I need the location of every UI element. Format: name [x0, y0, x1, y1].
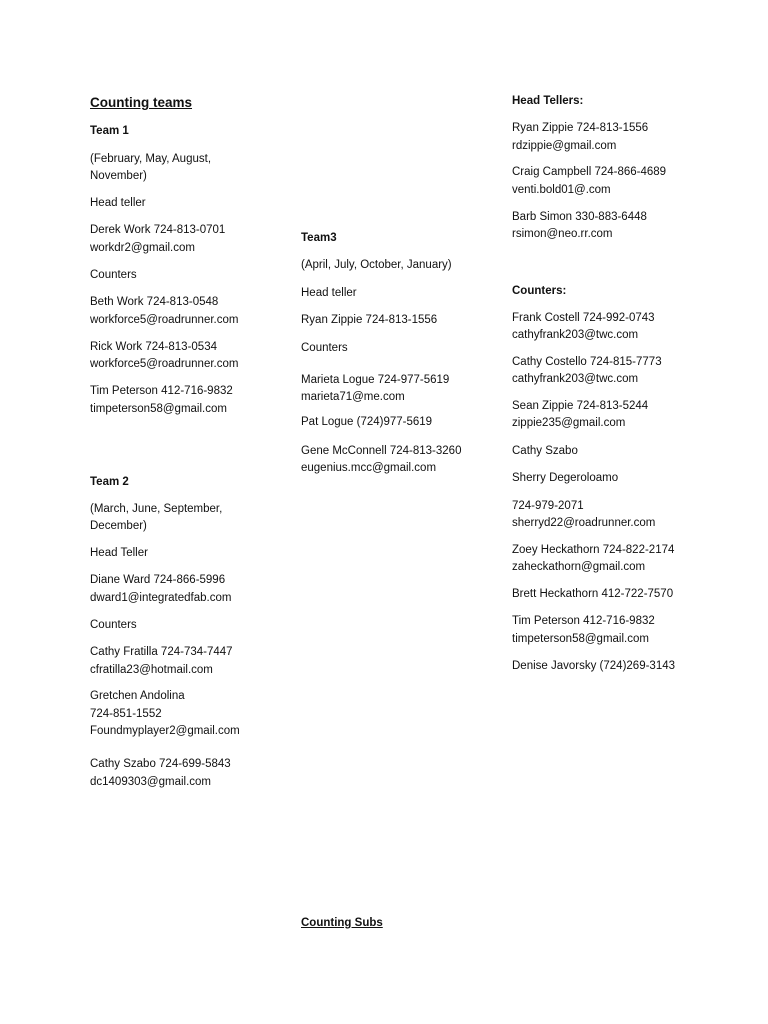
team3-counter1-line1: Marieta Logue 724-977-5619 — [301, 374, 450, 386]
team2-head-email: dward1@integratedfab.com — [90, 592, 232, 604]
counter-item1-line1: Frank Costell 724-992-0743 — [512, 312, 655, 324]
team2-counter3-line2: dc1409303@gmail.com — [90, 776, 211, 788]
counter-item7-line2: zaheckathorn@gmail.com — [512, 561, 646, 573]
counter-item5: Sherry Degeroloamo — [512, 472, 619, 484]
team3-head-label: Head teller — [301, 287, 357, 299]
head-teller3-line1: Barb Simon 330-883-6448 — [512, 211, 647, 223]
team2-counters-label: Counters — [90, 619, 137, 631]
team3-counter1-line2: marieta71@me.com — [301, 391, 405, 403]
counter-item7-line1: Zoey Heckathorn 724-822-2174 — [512, 544, 675, 556]
team2-counter1-line1: Cathy Fratilla 724-734-7447 — [90, 646, 233, 658]
team3-counter2-line1: Pat Logue (724)977-5619 — [301, 416, 433, 428]
team1-counter2-line1: Rick Work 724-813-0534 — [90, 341, 217, 353]
head-tellers-heading: Head Tellers: — [512, 95, 584, 107]
counter-item9-line1: Tim Peterson 412-716-9832 — [512, 615, 655, 627]
counter-item2-line2: cathyfrank203@twc.com — [512, 373, 639, 385]
head-teller1-line2: rdzippie@gmail.com — [512, 140, 617, 152]
team3-counters-label: Counters — [301, 342, 348, 354]
head-teller2-line1: Craig Campbell 724-866-4689 — [512, 166, 667, 178]
counter-item1-line2: cathyfrank203@twc.com — [512, 329, 639, 341]
team1-counter3-line2: timpeterson58@gmail.com — [90, 403, 227, 415]
document-title: Counting teams — [90, 95, 193, 110]
team2-counter2-line2: 724-851-1552 — [90, 708, 162, 720]
team1-counter1-line2: workforce5@roadrunner.com — [90, 314, 239, 326]
team2-months-line2: December) — [90, 520, 147, 532]
team3-counter3-line1: Gene McConnell 724-813-3260 — [301, 445, 462, 457]
team1-months-line2: November) — [90, 170, 147, 182]
counter-item3-line2: zippie235@gmail.com — [512, 417, 626, 429]
counter-item4: Cathy Szabo — [512, 445, 578, 457]
team2-counter2-line3: Foundmyplayer2@gmail.com — [90, 725, 240, 737]
counter-item3-line1: Sean Zippie 724-813-5244 — [512, 400, 649, 412]
team1-counter3-line1: Tim Peterson 412-716-9832 — [90, 385, 233, 397]
team2-heading: Team 2 — [90, 476, 129, 488]
counter-item2-line1: Cathy Costello 724-815-7773 — [512, 356, 662, 368]
team3-counter3-line2: eugenius.mcc@gmail.com — [301, 462, 437, 474]
team2-counter3-line1: Cathy Szabo 724-699-5843 — [90, 758, 231, 770]
head-teller1-line1: Ryan Zippie 724-813-1556 — [512, 122, 649, 134]
team1-counters-label: Counters — [90, 269, 137, 281]
counter-item6-line1: 724-979-2071 — [512, 500, 584, 512]
team2-head-label: Head Teller — [90, 547, 148, 559]
counters-list-heading: Counters: — [512, 285, 567, 297]
team1-counter2-line2: workforce5@roadrunner.com — [90, 358, 239, 370]
team1-head-name: Derek Work 724-813-0701 — [90, 224, 226, 236]
head-teller2-line2: venti.bold01@.com — [512, 184, 611, 196]
team3-head-name: Ryan Zippie 724-813-1556 — [301, 314, 438, 326]
counter-item10: Denise Javorsky (724)269-3143 — [512, 660, 676, 672]
counter-item9-line2: timpeterson58@gmail.com — [512, 633, 649, 645]
counting-subs-title: Counting Subs — [301, 917, 383, 929]
team1-counter1-line1: Beth Work 724-813-0548 — [90, 296, 219, 308]
team2-counter1-line2: cfratilla23@hotmail.com — [90, 664, 213, 676]
team1-head-email: workdr2@gmail.com — [90, 242, 195, 254]
counter-item6-line2: sherryd22@roadrunner.com — [512, 517, 656, 529]
team3-months: (April, July, October, January) — [301, 259, 452, 271]
counter-item8: Brett Heckathorn 412-722-7570 — [512, 588, 674, 600]
team2-head-name: Diane Ward 724-866-5996 — [90, 574, 226, 586]
team1-months-line1: (February, May, August, — [90, 153, 212, 165]
team2-counter2-line1: Gretchen Andolina — [90, 690, 185, 702]
head-teller3-line2: rsimon@neo.rr.com — [512, 228, 613, 240]
team1-heading: Team 1 — [90, 125, 129, 137]
team1-head-label: Head teller — [90, 197, 146, 209]
team3-heading: Team3 — [301, 232, 337, 244]
team2-months-line1: (March, June, September, — [90, 503, 223, 515]
